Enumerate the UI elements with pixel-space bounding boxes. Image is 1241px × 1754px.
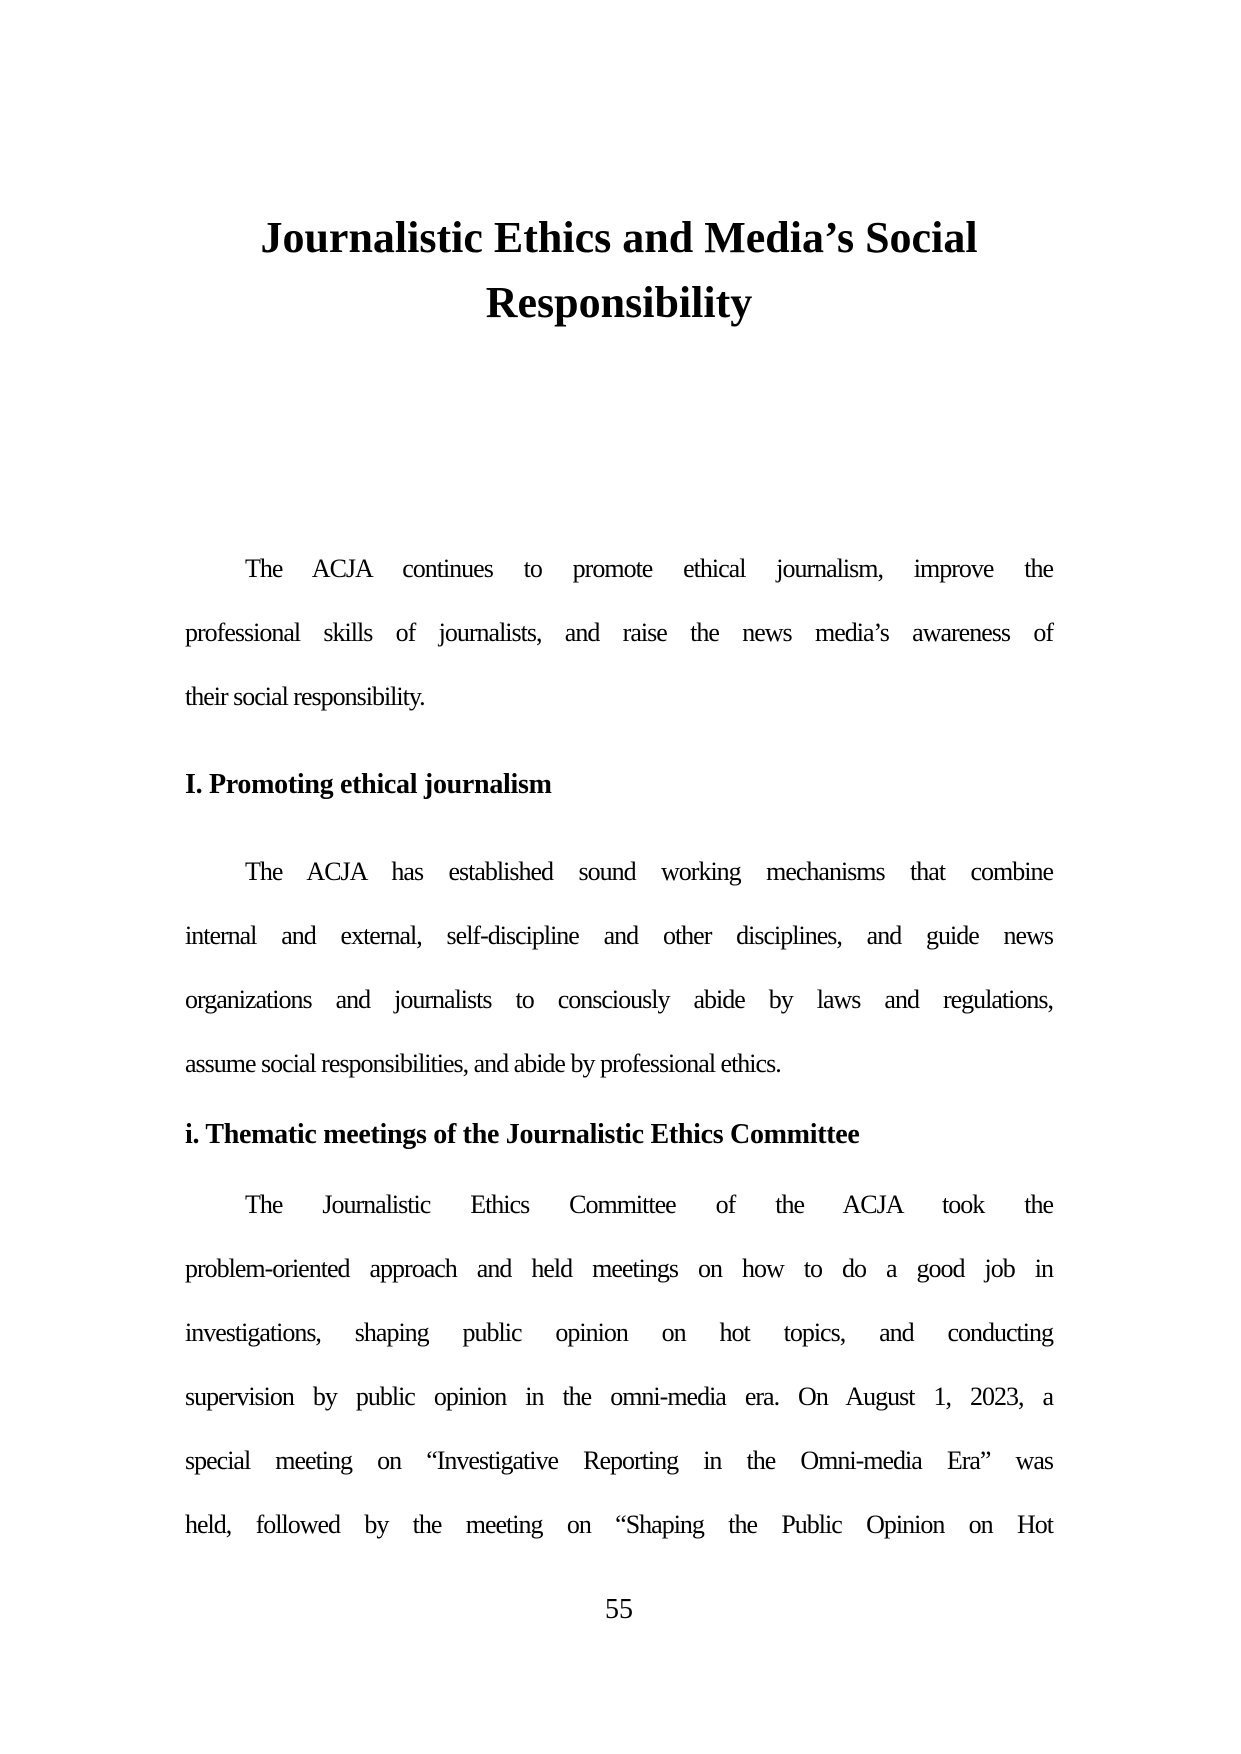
title-line-1: Journalistic Ethics and Media’s Social [260, 213, 978, 262]
section-paragraph [185, 840, 1053, 1096]
paragraph-line: special meeting on “Investigative Reporting in the Omni-media Era” was [185, 1446, 1053, 1475]
paragraph-line: professional skills of journalists, and raise the news media’s awareness of [185, 618, 1053, 647]
subsection-paragraph [185, 1173, 1053, 1557]
paragraph-line: assume social responsibilities, and abide by professional ethics. [185, 1049, 781, 1078]
paragraph-line: The ACJA continues to promote ethical journalism, improve the [245, 554, 1053, 583]
paragraph-line: internal and external, self-discipline and other disciplines, and guide news [185, 921, 1053, 950]
title-line-2: Responsibility [485, 278, 753, 327]
paragraph-line: The ACJA has established sound working mechanisms that combine [245, 857, 1053, 886]
paragraph-line: organizations and journalists to consciously abide by laws and regulations, [185, 985, 1053, 1014]
paragraph-line: problem-oriented approach and held meetings on how to do a good job in [185, 1254, 1053, 1283]
paragraph-line: The Journalistic Ethics Committee of the ACJA took the [245, 1190, 1053, 1219]
paragraph-line: their social responsibility. [185, 682, 425, 711]
page-number: 55 [605, 1594, 633, 1625]
paragraph-line: held, followed by the meeting on “Shaping the Public Opinion on Hot [185, 1510, 1053, 1539]
paragraph-line: investigations, shaping public opinion on hot topics, and conducting [185, 1318, 1053, 1347]
document-title [185, 205, 1053, 335]
section-heading: I. Promoting ethical journalism [185, 769, 552, 800]
paragraph-line: supervision by public opinion in the omni-media era. On August 1, 2023, a [185, 1382, 1053, 1411]
intro-paragraph [185, 537, 1053, 729]
subsection-heading: i. Thematic meetings of the Journalistic Ethics Committee [185, 1119, 860, 1150]
